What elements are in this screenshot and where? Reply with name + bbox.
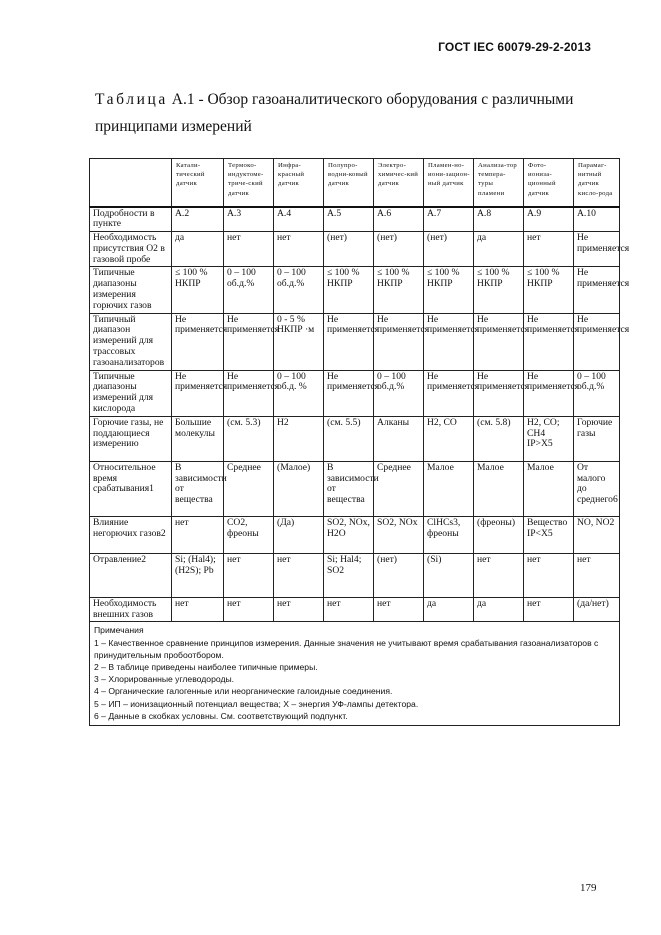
table-cell: нет <box>224 553 274 597</box>
table-row <box>90 597 620 622</box>
row-label: Подробности в пункте <box>90 207 172 232</box>
note-item: 3 – Хлорированные углеводороды. <box>94 674 235 685</box>
table-cell: Не применяется <box>172 313 224 370</box>
table-cell: Не применяется <box>224 313 274 370</box>
table-cell: нет <box>224 232 274 267</box>
table-cell: 0 – 100 об.д.% <box>224 267 274 313</box>
table-cell: (см. 5.5) <box>324 416 374 461</box>
column-header: Термоко-индуктоме-триче-ский датчик <box>224 159 274 207</box>
column-header: Пламен-но-иони-зацион-ный датчик <box>424 159 474 207</box>
table-header-row <box>90 159 620 207</box>
column-header: Инфра-красный датчик <box>274 159 324 207</box>
row-label: Необходимость внешних газов <box>90 597 172 622</box>
table-cell: (фреоны) <box>474 516 524 553</box>
table-cell: нет <box>374 597 424 622</box>
table-cell: Si; (Hal4); (H2S); Pb <box>172 553 224 597</box>
table-cell: Не применяется <box>474 313 524 370</box>
table-cell: (Да) <box>274 516 324 553</box>
table-cell: CO2, фреоны <box>224 516 274 553</box>
title-line2: принципами измерений <box>95 118 252 135</box>
note-item: 1 – Качественное сравнение принципов измерения. Данные значения не учитывают время срабатывания газоанализаторов с принудительным пробоотбором. <box>94 637 599 660</box>
table-cell: A.8 <box>474 207 524 232</box>
table-cell: нет <box>524 232 574 267</box>
column-header: Анализа-тор темпера-туры пламени <box>474 159 524 207</box>
table-cell: Не применяется <box>474 370 524 416</box>
table-cell: нет <box>574 553 620 597</box>
column-header: Катали-тический датчик <box>172 159 224 207</box>
table-cell: H2, CO <box>424 416 474 461</box>
table-cell: A.10 <box>574 207 620 232</box>
table-cell: 0 – 100 об.д.% <box>274 267 324 313</box>
table-cell: да <box>474 597 524 622</box>
note-item: 4 – Органические галогенные или неорганические галоидные соединения. <box>94 686 393 697</box>
table-cell: Малое <box>474 461 524 516</box>
header-corner <box>90 159 172 207</box>
table-cell: нет <box>274 553 324 597</box>
table-cell: нет <box>274 232 324 267</box>
table-cell: От малого до среднего6 <box>574 461 620 516</box>
column-header: Фото-иониза-ционный датчик <box>524 159 574 207</box>
table-cell: ≤ 100 % НКПР <box>324 267 374 313</box>
table-cell: Не применяется <box>324 370 374 416</box>
table-cell: A.7 <box>424 207 474 232</box>
table-cell: нет <box>224 597 274 622</box>
table-cell: (Si) <box>424 553 474 597</box>
table-cell: Не применяется <box>172 370 224 416</box>
table-cell: (см. 5.8) <box>474 416 524 461</box>
table-cell: A.4 <box>274 207 324 232</box>
row-label: Горючие газы, не поддающиеся измерению <box>90 416 172 461</box>
row-label: Типичный диапазон измерений для трассовых газоанализаторов <box>90 313 172 370</box>
table-cell: H2, CO; CH4 IP>X5 <box>524 416 574 461</box>
table-cell: ≤ 100 % НКПР <box>424 267 474 313</box>
notes-block <box>90 622 620 726</box>
table-cell: Не применяется <box>524 370 574 416</box>
note-item: 2 – В таблице приведены наиболее типичные примеры. <box>94 662 318 673</box>
table-cell: Среднее <box>374 461 424 516</box>
table-cell: Не применяется <box>574 313 620 370</box>
table-cell: A.3 <box>224 207 274 232</box>
column-header: Полупро-водни-ковый датчик <box>324 159 374 207</box>
table-cell: нет <box>172 597 224 622</box>
table-cell: Не применяется <box>574 267 620 313</box>
row-label: Типичные диапазоны измерений для кислорода <box>90 370 172 416</box>
table-cell: Не применяется <box>224 370 274 416</box>
table-cell: H2 <box>274 416 324 461</box>
table-cell: Малое <box>524 461 574 516</box>
comparison-table <box>89 158 630 726</box>
table-cell: нет <box>524 597 574 622</box>
table-cell: (нет) <box>374 553 424 597</box>
table-cell: 0 – 100 об.д. % <box>274 370 324 416</box>
table-cell: (см. 5.3) <box>224 416 274 461</box>
table-cell: ≤ 100 % НКПР <box>374 267 424 313</box>
table-cell: NO, NO2 <box>574 516 620 553</box>
notes-row <box>90 622 620 726</box>
table-row <box>90 416 620 461</box>
table-cell: Большие молекулы <box>172 416 224 461</box>
table-cell: (да/нет) <box>574 597 620 622</box>
table-cell: (Малое) <box>274 461 324 516</box>
table-cell: 0 - 5 % НКПР ·м <box>274 313 324 370</box>
note-item: 5 – ИП – ионизационный потенциал вещества; X – энергия УФ-лампы детектора. <box>94 698 419 709</box>
table-cell: A.2 <box>172 207 224 232</box>
table-cell: да <box>424 597 474 622</box>
table-cell: (нет) <box>324 232 374 267</box>
table-cell: Не применяется <box>524 313 574 370</box>
table-row <box>90 267 620 313</box>
note-item: 6 – Данные в скобках условны. См. соответствующий подпункт. <box>94 710 348 721</box>
table-cell: Не применяется <box>374 313 424 370</box>
row-label: Необходимость присутствия O2 в газовой пробе <box>90 232 172 267</box>
table-cell: 0 – 100 об.д.% <box>574 370 620 416</box>
table-title <box>95 86 615 140</box>
column-header: Электро-химичес-кий датчик <box>374 159 424 207</box>
table-cell: Не применяется <box>424 313 474 370</box>
row-label: Отравление2 <box>90 553 172 597</box>
table-cell: A.9 <box>524 207 574 232</box>
row-label: Влияние негорючих газов2 <box>90 516 172 553</box>
table-cell: да <box>474 232 524 267</box>
table-row <box>90 553 620 597</box>
table-cell: A.5 <box>324 207 374 232</box>
table-cell: нет <box>474 553 524 597</box>
table-cell: нет <box>324 597 374 622</box>
table-cell: Не применяется <box>324 313 374 370</box>
table-cell: SO2, NOx <box>374 516 424 553</box>
table-cell: да <box>172 232 224 267</box>
table-word: Таблица <box>95 91 168 108</box>
table-cell: нет <box>274 597 324 622</box>
table-cell: Не применяется <box>424 370 474 416</box>
table-row <box>90 313 620 370</box>
table-cell: нет <box>524 553 574 597</box>
table-cell: ≤ 100 % НКПР <box>474 267 524 313</box>
document-code: ГОСТ IEC 60079-29-2-2013 <box>438 40 591 54</box>
table-cell: ≤ 100 % НКПР <box>524 267 574 313</box>
page-number: 179 <box>580 882 597 894</box>
table-cell: Горючие газы <box>574 416 620 461</box>
notes-title: Примечания <box>94 625 144 636</box>
table-cell: A.6 <box>374 207 424 232</box>
table-cell: В зависимости от вещества <box>172 461 224 516</box>
table-cell: Si; Hal4; SO2 <box>324 553 374 597</box>
table-cell: ≤ 100 % НКПР <box>172 267 224 313</box>
table-cell: ClHCs3, фреоны <box>424 516 474 553</box>
table-row <box>90 232 620 267</box>
title-line1: А.1 - Обзор газоаналитического оборудования с различными <box>167 91 574 108</box>
table-cell: Среднее <box>224 461 274 516</box>
table-cell: SO2, NOx, H2O <box>324 516 374 553</box>
table-cell: Алканы <box>374 416 424 461</box>
table-cell: 0 – 100 об.д.% <box>374 370 424 416</box>
row-label: Относительное время срабатывания1 <box>90 461 172 516</box>
table-row <box>90 207 620 232</box>
row-label: Типичные диапазоны измерения горючих газов <box>90 267 172 313</box>
table-cell: Не применяется <box>574 232 620 267</box>
table-cell: В зависимости от вещества <box>324 461 374 516</box>
table-row <box>90 516 620 553</box>
table-row <box>90 461 620 516</box>
table-row <box>90 370 620 416</box>
table-cell: нет <box>172 516 224 553</box>
table-cell: Вещество IP<X5 <box>524 516 574 553</box>
table-cell: Малое <box>424 461 474 516</box>
table-cell: (нет) <box>424 232 474 267</box>
table-cell: (нет) <box>374 232 424 267</box>
column-header: Парамаг-нитный датчик кисло-рода <box>574 159 620 207</box>
